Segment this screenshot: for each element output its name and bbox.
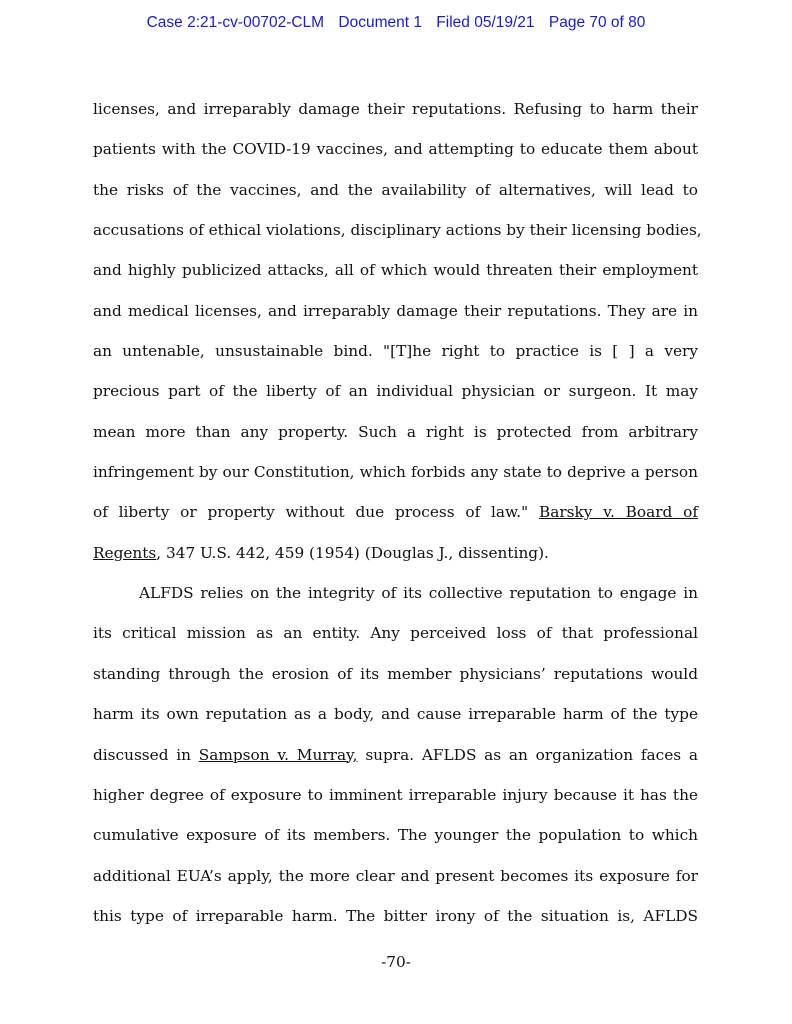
text-segment: supra. AFLDS as an organization faces a <box>365 745 699 764</box>
text-line: licenses, and irreparably damage their reputations. Refusing to harm their <box>93 100 698 118</box>
document-body <box>93 89 702 936</box>
text-line <box>93 735 698 775</box>
text-segment: discussed in <box>93 745 199 764</box>
case-citation-sampson: Sampson v. Murray, <box>198 745 358 764</box>
filed-date: Filed 05/19/21 <box>436 14 535 31</box>
text-line: harm its own reputation as a body, and cause irreparable harm of the type <box>93 705 698 724</box>
text-line: this type of irreparable harm. The bitter irony of the situation is, AFLDS <box>93 906 698 925</box>
text-line: cumulative exposure of its members. The younger the population to which <box>93 826 698 845</box>
text-line <box>93 492 698 532</box>
document-number: Document 1 <box>338 14 422 31</box>
text-line: precious part of the liberty of an individual physician or surgeon. It may <box>93 382 698 401</box>
text-line: additional EUA’s apply, the more clear and present becomes its exposure for <box>93 866 698 885</box>
text-segment: of liberty or property without due process of law." <box>93 503 539 522</box>
page-indicator: Page 70 of 80 <box>548 14 646 31</box>
paragraph <box>93 573 698 936</box>
text-line: and highly publicized attacks, all of which would threaten their employment <box>93 261 698 280</box>
case-citation-regents: Regents <box>93 543 157 562</box>
text-line: an untenable, unsustainable bind. "[T]he right to practice is [ ] a very <box>93 342 698 361</box>
text-line: patients with the COVID-19 vaccines, and attempting to educate them about <box>93 140 698 159</box>
text-line: standing through the erosion of its member physicians’ reputations would <box>93 664 698 683</box>
text-line: higher degree of exposure to imminent irreparable injury because it has the <box>93 785 698 804</box>
text-line: and medical licenses, and irreparably damage their reputations. They are in <box>93 301 698 320</box>
case-header <box>0 14 792 32</box>
text-segment: , 347 U.S. 442, 459 (1954) (Douglas J., dissenting). <box>156 543 549 562</box>
text-line: the risks of the vaccines, and the availability of alternatives, will lead to <box>93 180 698 199</box>
case-number: Case 2:21-cv-00702-CLM <box>146 14 325 31</box>
text-line <box>93 533 698 573</box>
case-citation-barsky: Barsky v. Board of <box>538 503 698 522</box>
paragraph <box>93 89 702 573</box>
text-line: mean more than any property. Such a right is protected from arbitrary <box>93 422 698 441</box>
text-line: ALFDS relies on the integrity of its collective reputation to engage in <box>139 584 698 603</box>
text-line: accusations of ethical violations, disciplinary actions by their licensing bodies, <box>93 221 702 240</box>
page-number: -70- <box>381 953 411 971</box>
text-line: infringement by our Constitution, which forbids any state to deprive a person <box>93 463 698 482</box>
text-line: its critical mission as an entity. Any perceived loss of that professional <box>93 624 698 643</box>
